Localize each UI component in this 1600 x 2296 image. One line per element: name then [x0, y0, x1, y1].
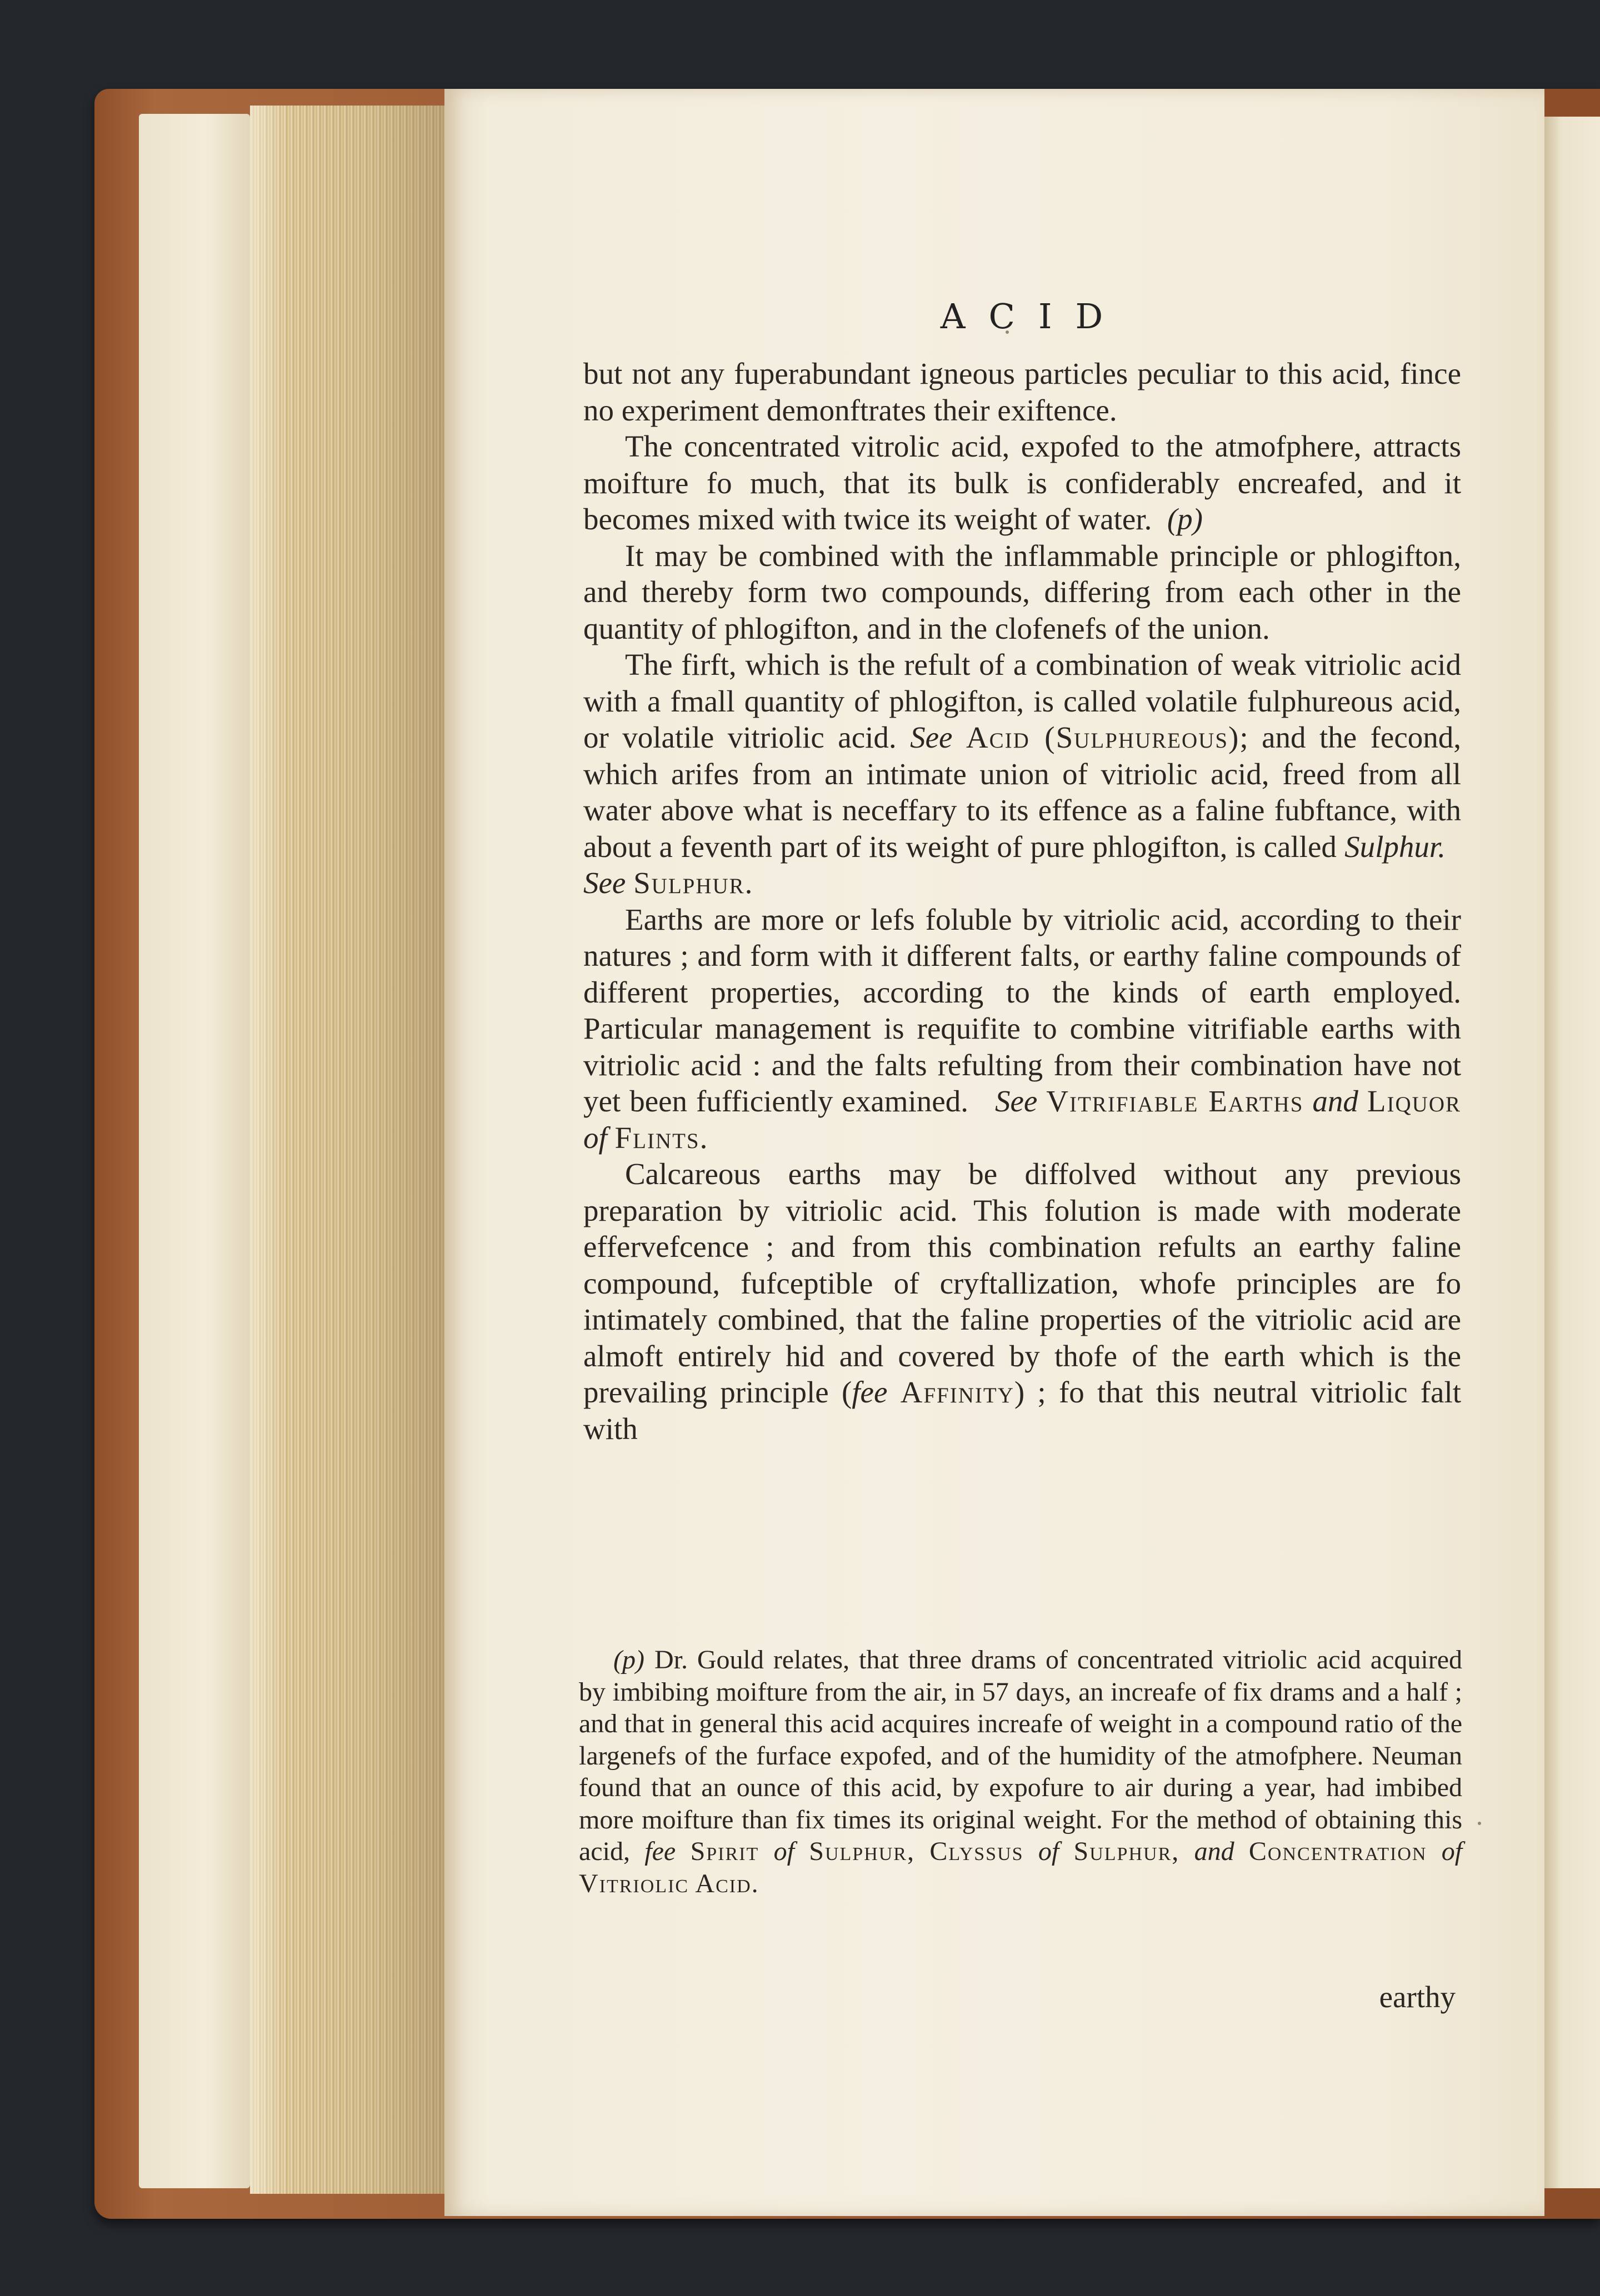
paragraph-text: ; and the fecond, which arifes from an intimate union of vitriolic acid, freed from all water above what is neceffary to its effence as a faline fubftance, with about a feventh part of its weight of pure phlogifton, is called — [583, 720, 1462, 864]
paragraph-text: It may be combined with the inflammable principle or phlogifton, and thereby form two compounds, differing from each other in the quantity of phlogifton, and in the clofenefs of the union. — [583, 538, 1461, 645]
punctuation: ( — [841, 1375, 852, 1409]
paragraph-6 — [583, 1156, 1461, 1447]
cross-reference: Sulphur, — [809, 1837, 915, 1866]
preposition: of — [773, 1837, 794, 1866]
preposition: of — [583, 1120, 607, 1155]
footnote-mark: (p) — [613, 1645, 644, 1675]
cross-reference: Sulphur. — [633, 866, 754, 900]
preposition: of — [1441, 1837, 1463, 1866]
conjunction: and — [1312, 1084, 1358, 1118]
cross-reference: Clyssus — [929, 1837, 1024, 1866]
see-label: fee — [644, 1837, 676, 1866]
facing-page-edge — [1544, 117, 1600, 2188]
cross-reference: Concentration — [1248, 1837, 1427, 1866]
paragraph-text: ) ; fo that this neutral vitriolic falt with — [583, 1375, 1462, 1446]
paragraph-1 — [583, 355, 1461, 428]
running-head: ACID — [940, 296, 1127, 337]
paragraph-text: but not any fuperabundant igneous particles peculiar to this acid, fince no experiment demonftrates their exiftence. — [583, 357, 1461, 427]
cross-reference: Affinity — [900, 1375, 1014, 1409]
footnote-reference: (p) — [1167, 502, 1203, 536]
endpaper — [139, 114, 250, 2188]
paragraph-text: Calcareous earths may be diffolved without any previous preparation by vitriolic acid. This folution is made with moderate effervefcence ; and from this combination refults an earthy faline compound, fufceptible of cryftallization, whofe principles are fo intimately combined, that the faline properties of the vitriolic acid are almoft entirely hid and covered by thofe of the earth which is the prevailing principle — [583, 1157, 1461, 1409]
preposition: of — [1038, 1837, 1059, 1866]
cross-reference: Vitriolic Acid. — [579, 1868, 759, 1898]
paragraph-text: Earths are more or lefs foluble by vitriolic acid, according to their natures ; and form with it different falts, or earthy faline compounds of different properties, according to the kinds of earth employed. Particular management is requifite to combine vitrifiable earths with vitriolic acid : and the falts refulting from their combination have not yet been fufficiently examined. — [583, 902, 1461, 1118]
cross-reference: Vitrifiable Earths — [1046, 1084, 1304, 1118]
paragraph-text: The firft, which is the refult of a combination of weak vitriolic acid with a fmall quantity of phlogifton, is called volatile fulphureous acid, or volatile vitriolic acid. — [583, 648, 1461, 754]
paper-speck — [1478, 1822, 1481, 1825]
conjunction: and — [1194, 1837, 1234, 1866]
see-label: See — [994, 1084, 1038, 1118]
cross-reference: Acid (Sulphureous) — [966, 720, 1240, 754]
see-label: fee — [852, 1375, 888, 1409]
main-text — [583, 355, 1461, 1447]
paragraph-3 — [583, 538, 1461, 647]
cross-reference: Sulphur, — [1073, 1837, 1180, 1866]
cross-reference: Liquor — [1367, 1084, 1462, 1118]
page-stack-shading — [250, 106, 456, 2194]
paragraph-2 — [583, 428, 1461, 538]
footnote — [579, 1644, 1462, 1899]
see-label: See — [910, 720, 953, 754]
catchword: earthy — [1379, 1980, 1456, 2014]
paragraph-5 — [583, 901, 1461, 1156]
cross-reference: Flints. — [614, 1120, 709, 1155]
see-label: See — [583, 866, 626, 900]
cross-reference: Spirit — [690, 1837, 759, 1866]
italic-term: Sulphur. — [1344, 829, 1446, 864]
paragraph-4 — [583, 646, 1461, 901]
footnote-text: Dr. Gould relates, that three drams of concentrated vitriolic acid acquired by imbibing moifture from the air, in 57 days, an increafe of fix drams and a half ; and that in general this acid acquires increafe of weight in a compound ratio of the largenefs of the furface expofed, and of the humidity of the atmofphere. Neuman found that an ounce of this acid, by expofure to air during a year, had imbibed more moifture than fix times its original weight. For the method of obtaining this acid, — [579, 1645, 1462, 1866]
paragraph-text: The concentrated vitrolic acid, expofed to the atmofphere, attracts moifture fo much, that its bulk is confiderably encreafed, and it becomes mixed with twice its weight of water. — [583, 429, 1461, 536]
